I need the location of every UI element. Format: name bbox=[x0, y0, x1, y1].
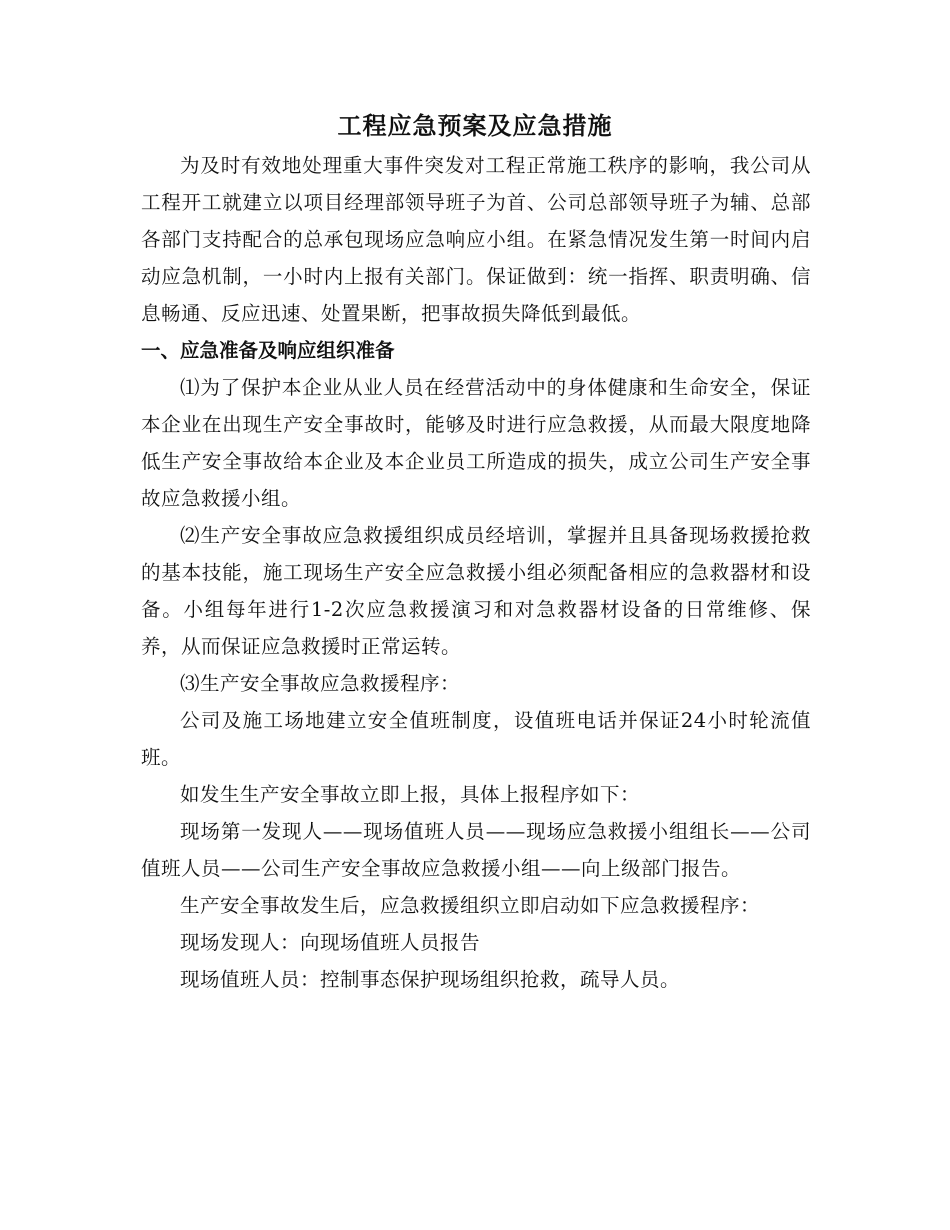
report-intro-paragraph: 如发生生产安全事故立即上报，具体上报程序如下： bbox=[180, 783, 641, 806]
item-3-paragraph: ⑶生产安全事故应急救援程序： bbox=[180, 672, 461, 695]
document-body bbox=[141, 147, 811, 998]
item-1-paragraph: ⑴为了保护本企业从业人员在经营活动中的身体健康和生命安全，保证本企业在出现生产安全事故时，能够及时进行应急救援，从而最大限度地降低生产安全事故给本企业及本企业员工所造成的损失，成立公司生产安全事故应急救援小组。 bbox=[141, 376, 811, 510]
on-duty-paragraph: 现场值班人员：控制事态保护现场组织抢救，疏导人员。 bbox=[180, 968, 681, 991]
item-2-paragraph: ⑵生产安全事故应急救援组织成员经培训，掌握并且具备现场救援抢救的基本技能，施工现场生产安全应急救援小组必须配备相应的急救器材和设备。小组每年进行1-2次应急救援演习和对急救器材设备的日常维修、保养，从而保证应急救援时正常运转。 bbox=[141, 524, 811, 658]
procedure-intro-paragraph: 生产安全事故发生后，应急救援组织立即启动如下应急救援程序： bbox=[180, 894, 761, 917]
section-heading: 一、应急准备及响应组织准备 bbox=[141, 339, 395, 362]
report-chain-paragraph: 现场第一发现人——现场值班人员——现场应急救援小组组长——公司值班人员——公司生产安全事故应急救援小组——向上级部门报告。 bbox=[141, 820, 811, 880]
page-title: 工程应急预案及应急措施 bbox=[337, 111, 613, 140]
duty-paragraph: 公司及施工场地建立安全值班制度，设值班电话并保证24小时轮流值班。 bbox=[141, 709, 811, 769]
finder-paragraph: 现场发现人：向现场值班人员报告 bbox=[180, 931, 481, 954]
intro-paragraph: 为及时有效地处理重大事件突发对工程正常施工秩序的影响，我公司从工程开工就建立以项目经理部领导班子为首、公司总部领导班子为辅、总部各部门支持配合的总承包现场应急响应小组。在紧急情况发生第一时间内启动应急机制，一小时内上报有关部门。保证做到：统一指挥、职责明确、信息畅通、反应迅速、处置果断，把事故损失降低到最低。 bbox=[141, 154, 811, 325]
